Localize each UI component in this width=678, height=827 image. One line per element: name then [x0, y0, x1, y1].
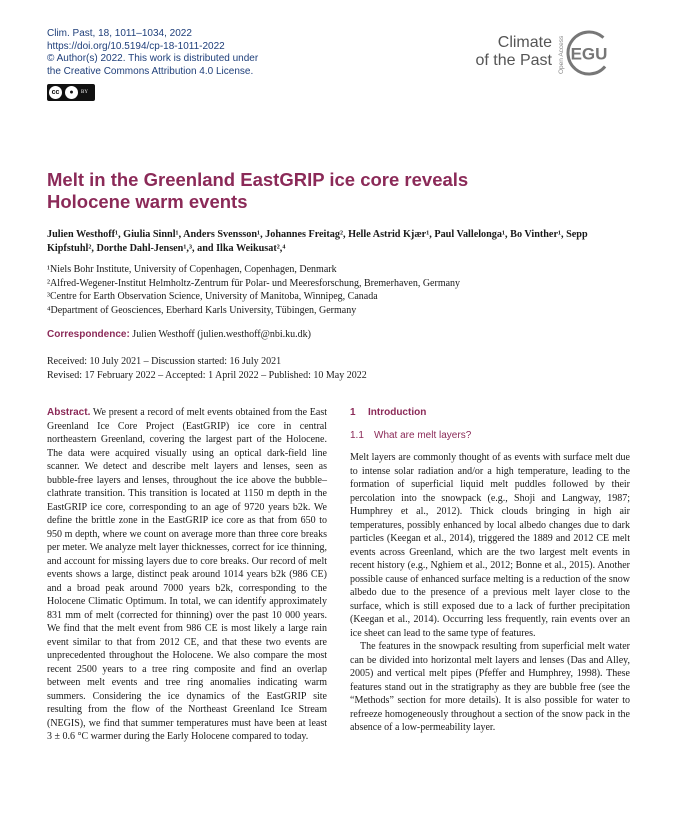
abstract: [47, 406, 327, 744]
abstract-text: We present a record of melt events obtained from the East Greenland Ice Core Project (EastGRIP) ice core in central northeastern Greenland, covering the largest part of the Holocene. The data were acquired visually using an optical dark-field line scanner. We detect and describe melt layers and lenses, seen as bubble-free layers and lenses, throughout the ice above the bubble–clathrate transition. This transition is located at 1150 m depth in the EastGRIP ice core, corresponding to an age of 9720 years b2k. We define the brittle zone in the EastGRIP ice core as that from 650 to 950 m depth, where we count on average more than three core breaks per meter. We analyze melt layer thicknesses, correct for ice thinning, and account for missing layers due to core breaks. Our record of melt events shows a large, distinct peak around 1014 years b2k (986 CE) and a broad peak around 7000 years b2k, corresponding to the Holocene Climatic Optimum. In total, we can identify approximately 831 mm of melt (corrected for thinning) over the past 10 000 years. We find that the melt event from 986 CE is most likely a large rain event similar to that from 2012 CE, and that these two events are unprecedented throughout the Holocene. We also compare the most recent 2500 years to a tree ring composite and find an overlap between melt events and tree ring anomalies indicating warm summers. Considering the ice dynamics of the EastGRIP site resulting from the flow of the Northeast Greenland Ice Stream (NEGIS), we find that summer temperatures must have been at least 3 ± 0.6 °C warmer during the Early Holocene compared to today.: [47, 407, 327, 742]
title-line-2: Holocene warm events: [47, 191, 248, 212]
article-header: [47, 28, 258, 78]
publication-dates: [47, 355, 367, 382]
cc-icon: cc: [49, 86, 62, 99]
introduction-section: [350, 406, 630, 735]
abstract-label: Abstract.: [47, 407, 91, 418]
correspondence: [47, 329, 311, 340]
article-title: [47, 169, 567, 213]
affiliation-4: ⁴Department of Geosciences, Eberhard Karls University, Tübingen, Germany: [47, 304, 357, 316]
egu-logo: [566, 30, 612, 76]
open-access-text: Open Access: [558, 35, 565, 74]
cc-by-license-badge[interactable]: [47, 84, 95, 101]
affiliation-3: ³Centre for Earth Observation Science, University of Manitoba, Winnipeg, Canada: [47, 291, 378, 302]
affiliations: [47, 263, 460, 317]
affiliation-2: ²Alfred-Wegener-Institut Helmholtz-Zentrum für Polar- und Meeresforschung, Bremerhaven, Germany: [47, 277, 461, 289]
open-access-label: [556, 28, 566, 78]
license-link[interactable]: the Creative Commons Attribution 4.0 License.: [47, 65, 254, 77]
title-line-1: Melt in the Greenland EastGRIP ice core reveals: [47, 169, 469, 190]
intro-paragraph-2: The features in the snowpack resulting from superficial melt water can be divided into horizontal melt layers and lenses (Das and Alley, 2005) and vertical melt pipes (Pfeffer and Humphrey, 1998). These features stand out in the stratigraphy as they are bubble free (see the “Methods” section for more details). It is also possible for water to refreeze homogeneously throughout a section of the snow pack in the absence of a low-permeability layer.: [350, 641, 630, 733]
dates-line-2: Revised: 17 February 2022 – Accepted: 1 April 2022 – Published: 10 May 2022: [47, 369, 367, 381]
doi-link[interactable]: https://doi.org/10.5194/cp-18-1011-2022: [47, 40, 225, 52]
subsection-number: 1.1: [350, 429, 364, 441]
affiliation-1: ¹Niels Bohr Institute, University of Copenhagen, Copenhagen, Denmark: [47, 264, 337, 275]
journal-name-line1: Climate: [497, 34, 552, 51]
author-list: Julien Westhoff¹, Giulia Sinnl¹, Anders Svensson¹, Johannes Freitag², Helle Astrid Kjær¹, Paul Vallelonga¹, Bo Vinther¹, Sepp Kipfstuhl², Dorthe Dahl-Jensen¹,³, and Ilka Weikusat²,⁴: [47, 229, 588, 254]
dates-line-1: Received: 10 July 2021 – Discussion started: 16 July 2021: [47, 356, 282, 367]
subsection-heading: [350, 429, 630, 443]
citation: Clim. Past, 18, 1011–1034, 2022: [47, 28, 192, 39]
attribution-icon: ●: [65, 86, 78, 99]
by-label: BY: [81, 90, 88, 95]
section-number: 1: [350, 407, 356, 418]
journal-name: [476, 34, 553, 70]
egu-logo-text: EGU: [570, 44, 608, 64]
section-heading: [350, 406, 630, 420]
correspondence-email[interactable]: Julien Westhoff (julien.westhoff@nbi.ku.dk): [132, 329, 311, 340]
subsection-title: What are melt layers?: [374, 429, 472, 441]
correspondence-label: Correspondence:: [47, 329, 130, 340]
intro-paragraph-1: Melt layers are commonly thought of as events with surface melt due to intense solar radiation and/or a high temperature, leading to the formation of superficial liquid melt puddles followed by their percolation into the snowpack (e.g., Shoji and Langway, 1987; Humphrey et al., 2012). Thick clouds bringing in high air temperatures, possibly enhanced by local albedo changes due to dark particles (Keegan et al., 2014), triggered the 1889 and 2012 CE melt events across Greenland, which are the two largest melt events in recent history (e.g., Nghiem et al., 2012; Bonne et al., 2015). Another possible cause of enhanced surface melting is a reduction of the snow albedo due to the presence of a previous melt layer close to the surface, which is still exposed due to a lack of further precipitation (Keegan et al., 2014). Occurring less frequently, rain events over an ice sheet can lead to the same type of features.: [350, 452, 630, 639]
copyright-notice: © Author(s) 2022. This work is distributed under: [47, 53, 259, 65]
journal-name-line2: of the Past: [475, 52, 552, 69]
section-title: Introduction: [368, 407, 427, 418]
